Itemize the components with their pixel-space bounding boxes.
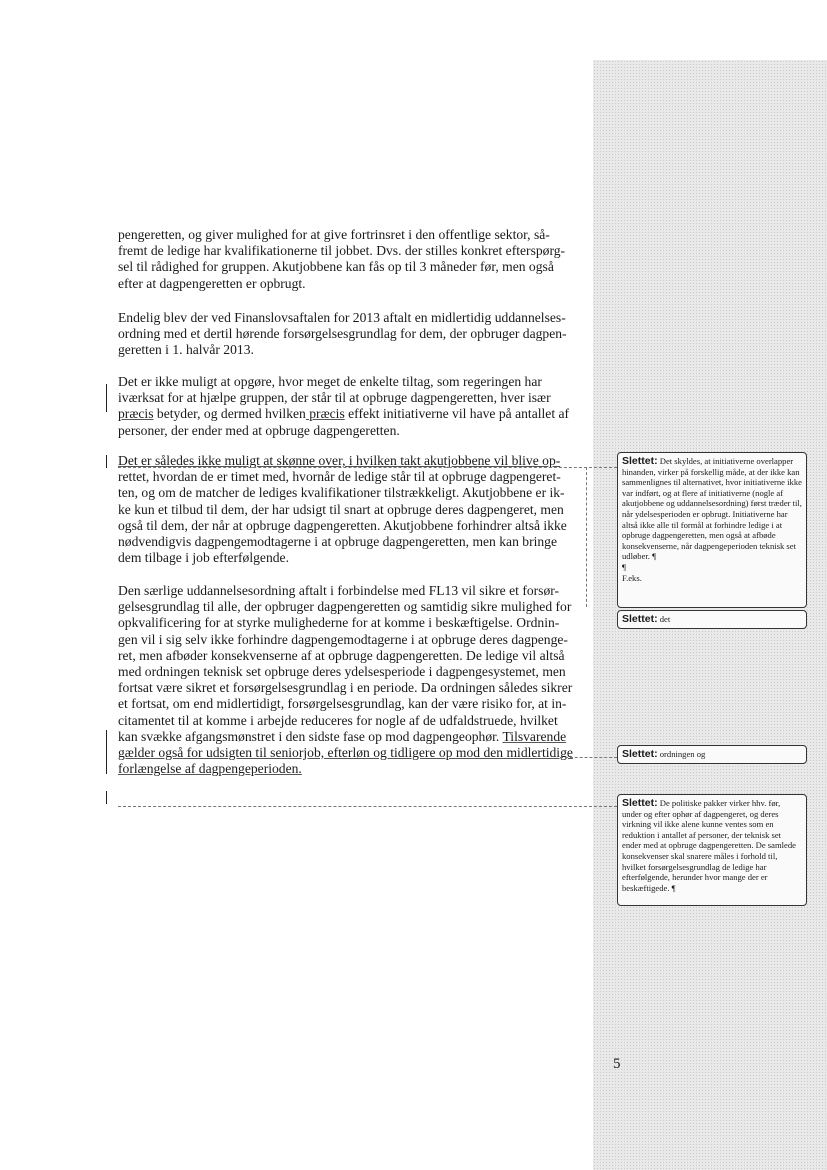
comment-text: ordningen og <box>659 749 706 759</box>
inserted-text[interactable]: Det er således ikke muligt at skønne over, i hvilken takt akutjobbene vil blive op- <box>118 453 561 468</box>
paragraph-2 <box>118 310 584 359</box>
comment-leader-line <box>560 757 617 758</box>
text-line: med ordningen teknisk set opbruge deres ydelsesperiode i dagpengesystemet, men <box>118 664 566 680</box>
text-line <box>118 406 584 422</box>
text-line <box>118 761 584 777</box>
change-bar <box>106 455 107 468</box>
comment-leader-line <box>586 467 587 607</box>
inserted-text[interactable]: gælder også for udsigten til seniorjob, efterløn og tidligere op mod den midlertidige <box>118 745 573 761</box>
text-line: et fortsat, om end midlertidigt, forsørgelsesgrundlag, kan der være risiko for, at in- <box>118 696 567 712</box>
text-line: sel til rådighed for gruppen. Akutjobbene kan fås op til 3 måneder før, men også <box>118 259 554 275</box>
change-bar <box>106 384 107 412</box>
text-line <box>118 745 584 761</box>
deleted-comment-balloon[interactable] <box>617 745 807 764</box>
comment-leader-line <box>118 467 617 468</box>
text-span: effekt initiativerne vil have på antallet af <box>344 406 570 422</box>
text-line: personer, der ender med at opbruge dagpengeretten. <box>118 422 400 438</box>
text-line: Den særlige uddannelsesordning aftalt i forbindelse med FL13 vil sikre et forsør- <box>118 583 560 598</box>
text-line: iværksat for at hjælpe gruppen, der står til at opbruge dagpengeretten, hver især <box>118 390 551 406</box>
text-cursor <box>106 791 107 804</box>
text-line <box>118 729 584 745</box>
page-number: 5 <box>613 1056 621 1072</box>
comment-text: F.eks. <box>622 572 642 583</box>
change-bar <box>106 730 107 774</box>
text-line: ten, og om de matcher de lediges kvalifikationer tilstrækkeligt. Akutjobbene er ik- <box>118 485 565 501</box>
text-line: nødvendigvis dagpengemodtagerne i at opbruge dagpengeretten, men kan bringe <box>118 534 558 550</box>
text-span: betyder, og dermed hvilken <box>153 406 306 422</box>
text-line: ret, men afbøder konsekvenserne af at opbruge dagpengeretten. De ledige vil altså <box>118 647 565 663</box>
inserted-text[interactable]: Tilsvarende <box>502 728 567 744</box>
text-line: Det er ikke muligt at opgøre, hvor meget de enkelte tiltag, som regeringen har <box>118 374 542 389</box>
text-line: ordning med et dertil hørende forsørgelsesgrundlag for dem, der opbruger dagpen- <box>118 326 567 342</box>
deleted-comment-balloon[interactable] <box>617 610 807 629</box>
text-line: dem tilbage i job efterfølgende. <box>118 550 289 566</box>
text-line: ke kun et tilbud til dem, der har udsigt til snart at opbruge deres dagpengeret, men <box>118 501 564 517</box>
comment-label: Slettet: <box>622 748 658 760</box>
text-line: gen vil i sig selv ikke forhindre dagpengemodtagerne i at opbruge deres dagpenge- <box>118 631 568 647</box>
comment-text: De politiske pakker virker hhv. før, under og efter ophør af dagpengeret, og deres virkning vil ikke alene kunne ventes som en reduktion i antallet af personer, der teknisk set ender med at opbruge dagpengeretten. De samlede konsekvenser skal snarere måles i forhold til, hvilket forsørgelsesgrundlag de ledige har efterfølgende, herunder hvor mange der er beskæftigede. ¶ <box>622 798 796 893</box>
inserted-text[interactable]: præcis <box>305 406 345 422</box>
text-line: Endelig blev der ved Finanslovsaftalen for 2013 aftalt en midlertidig uddannelses- <box>118 310 566 325</box>
inserted-text[interactable]: præcis <box>118 406 154 422</box>
deleted-comment-balloon[interactable] <box>617 794 807 906</box>
text-line: geretten i 1. halvår 2013. <box>118 342 254 358</box>
text-line: fortsat være sikret et forsørgelsesgrundlag i en periode. Da ordningen således sikrer <box>118 680 573 696</box>
text-line: rettet, hvordan de er timet med, hvornår de ledige står til at opbruge dagpengeret- <box>118 469 561 485</box>
comment-label: Slettet: <box>622 797 658 809</box>
paragraph-1 <box>118 227 584 292</box>
comment-label: Slettet: <box>622 455 658 467</box>
text-line: fremt de ledige har kvalifikationerne til jobbet. Dvs. der stilles konkret efterspørg- <box>118 243 566 259</box>
inserted-text[interactable]: forlængelse af dagpengeperioden. <box>118 761 302 777</box>
deleted-comment-balloon[interactable] <box>617 452 807 608</box>
text-line: citamentet til at komme i arbejde reduceres for nogle af de udfaldstruede, hvilket <box>118 712 558 728</box>
comment-text: ¶ <box>622 561 626 572</box>
text-line: opkvalificering for at styrke mulighederne for at komme i beskæftigelse. Ordnin- <box>118 615 560 631</box>
paragraph-4 <box>118 453 584 566</box>
text-line: også til dem, der når at opbruge dagpengeretten. Akutjobbene forhindrer altså ikke <box>118 517 567 533</box>
paragraph-5 <box>118 583 584 777</box>
comment-label: Slettet: <box>622 613 658 625</box>
text-span: kan svække afgangsmønstret i den sidste fase op mod dagpengeophør. <box>118 728 503 744</box>
paragraph-3 <box>118 374 584 439</box>
comment-text: det <box>659 614 671 624</box>
comment-leader-line <box>118 806 617 807</box>
text-line: gelsesgrundlag til alle, der opbruger dagpengeretten og samtidig sikre mulighed for <box>118 599 572 615</box>
comment-text: Det skyldes, at initiativerne overlapper hinanden, virker på forskellig måde, at der ikke kan sammenlignes til alternativet, hvor initiativerne ikke var indført, og at flere af initiativerne (nogle af akutjobbene og uddannelsesordning) først træder til, når ydelsesperioden er opbrugt. Initiativerne har altså ikke alle til formål at forhindre ledige i at opbruge dagpengeretten, men også at afbøde konsekvenserne, når dagpengeperioden teknisk set udløber. ¶ <box>622 456 802 562</box>
text-line: pengeretten, og giver mulighed for at give fortrinsret i den offentlige sektor, så- <box>118 227 550 242</box>
text-line: efter at dagpengeretten er opbrugt. <box>118 275 306 291</box>
